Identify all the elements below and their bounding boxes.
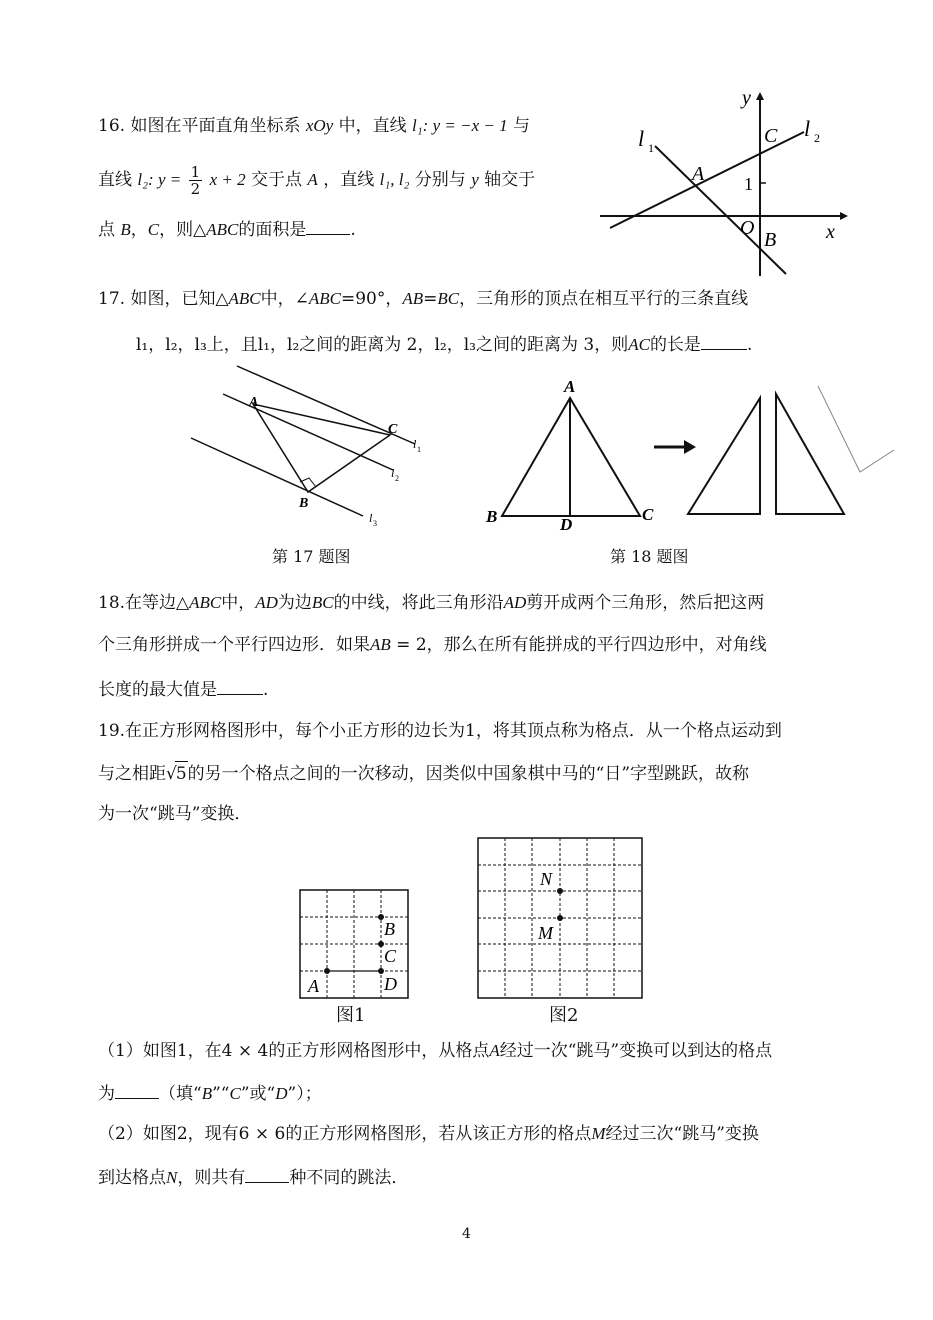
q17-caption: 第 17 题图 — [272, 547, 351, 566]
q18-var: ABC — [189, 593, 222, 612]
label-l1: l — [413, 437, 417, 451]
q19-line3 — [98, 802, 251, 826]
q19-var: N — [166, 1168, 178, 1187]
label-x: x — [826, 221, 835, 243]
q17-number: 17. — [98, 289, 126, 309]
label-B: B — [384, 919, 395, 939]
q18-line1 — [98, 591, 764, 615]
q19-text: 为 — [98, 1084, 115, 1104]
point-N — [557, 888, 563, 894]
label-l1-sub: 1 — [417, 445, 421, 454]
q19-text: （2）如图2，现有6 × 6的正方形网格图形，若从该正方形的格点 — [98, 1124, 592, 1144]
q19-line1 — [98, 719, 782, 743]
q17-text: 中，∠ — [260, 289, 309, 309]
q16-var: l₁, l₂ — [379, 170, 410, 189]
label-D: D — [560, 515, 573, 534]
q17-text: 如图，已知△ — [130, 289, 229, 309]
q16-text: ，直线 — [323, 170, 375, 190]
q19-text: 种不同的跳法． — [289, 1168, 409, 1188]
q16-answer-blank[interactable] — [306, 216, 350, 235]
label-B: B — [486, 507, 498, 526]
label-C: C — [642, 505, 654, 524]
q17-line1 — [98, 287, 748, 311]
label-A: A — [564, 377, 576, 396]
label-N: N — [540, 869, 553, 889]
q19-text: （1）如图1，在4 × 4的正方形网格图形中，从格点 — [98, 1041, 490, 1061]
q16-text: ， — [130, 220, 148, 240]
label-y: y — [742, 88, 751, 109]
q19-text: ”或“ — [240, 1084, 276, 1104]
q18-line3 — [98, 676, 268, 702]
label-A: A — [692, 163, 705, 185]
q16-text: 中，直线 — [338, 116, 407, 136]
q19-var: A — [489, 1041, 500, 1060]
q16-var: xOy — [305, 116, 334, 135]
q18-text: 剪开成两个三角形，然后把这两 — [526, 593, 765, 613]
q17-var: ABC — [308, 289, 341, 308]
arrow-right-icon — [684, 440, 696, 454]
q16-text: 如图在平面直角坐标系 — [130, 116, 301, 136]
q16-text: 点 — [98, 220, 115, 240]
q19-var: B — [201, 1084, 213, 1103]
q16-text: 的面积是 — [238, 220, 307, 240]
label-A: A — [249, 395, 259, 410]
fig1-caption: 图1 — [336, 1005, 366, 1026]
q18-text: = 2，那么在所有能拼成的平行四边形中，对角线 — [390, 635, 767, 655]
q19-p1-line2 — [98, 1080, 322, 1106]
q18-line2 — [98, 633, 767, 657]
q17-text: 的长是 — [649, 335, 701, 355]
q17-text: l₁，l₂，l₃上，且l₁，l₂之间的距离为 2，l₂，l₃之间的距离为 3，则 — [136, 335, 629, 355]
q19-figure1 — [296, 886, 412, 1002]
q16-var: y — [471, 170, 479, 189]
q17-answer-blank[interactable] — [701, 331, 747, 350]
label-l2-sub: 2 — [814, 131, 820, 145]
q16-var: ABC — [206, 220, 239, 239]
q16-eq2b: x + 2 — [209, 170, 246, 189]
label-A: A — [308, 976, 319, 996]
q16-eq2: l₂: y = — [137, 170, 182, 189]
q18-var: AD — [503, 593, 527, 612]
q17-var: AC — [628, 335, 650, 354]
y-arrow — [756, 92, 764, 100]
q16-text: 轴交于 — [484, 170, 536, 190]
q16-text: 交于点 — [251, 170, 303, 190]
label-B: B — [299, 496, 309, 511]
q18-text: . — [263, 680, 269, 700]
q18-text: 18.在等边△ — [98, 593, 190, 613]
q16-figure — [590, 88, 850, 278]
q18-text: 的中线，将此三角形沿 — [333, 593, 504, 613]
q18-figure — [480, 374, 905, 534]
label-C: C — [384, 946, 397, 966]
label-l2-sub: 2 — [395, 474, 399, 483]
q18-caption: 第 18 题图 — [610, 547, 689, 566]
q18-answer-blank[interactable] — [217, 676, 263, 695]
label-l2: l — [804, 116, 811, 141]
q19-line2 — [98, 761, 749, 786]
q16-text: . — [350, 220, 356, 240]
q19-var: M — [591, 1124, 606, 1143]
line-l3 — [191, 438, 363, 516]
q19-text: （填“ — [159, 1084, 202, 1104]
line-l1 — [655, 146, 786, 274]
frac-num: 1 — [190, 163, 201, 181]
q19-var: D — [275, 1084, 288, 1103]
q16-var: A — [307, 170, 318, 189]
q17-text: = — [423, 289, 438, 309]
label-M: M — [538, 923, 553, 943]
q16-text: ，则△ — [159, 220, 207, 240]
q19-p1-answer-blank[interactable] — [115, 1080, 159, 1099]
half-triangle-left — [688, 398, 760, 514]
q19-text: 为一次“跳马”变换． — [98, 804, 252, 824]
q19-p2-line2 — [98, 1164, 408, 1190]
x-arrow — [840, 212, 848, 220]
q19-figure2 — [474, 834, 646, 1002]
label-C: C — [388, 422, 398, 437]
label-l3: l — [369, 511, 373, 525]
q18-var: AD — [255, 593, 278, 612]
q19-p2-answer-blank[interactable] — [245, 1164, 289, 1183]
label-l1: l — [638, 126, 645, 151]
q18-text: 为边 — [277, 593, 312, 613]
q17-var: AB — [402, 289, 424, 308]
q19-text: 经过三次“跳马”变换 — [605, 1124, 759, 1144]
q18-var: BC — [311, 593, 334, 612]
q19-p1-line1 — [98, 1039, 772, 1063]
sqrt-value: 5 — [175, 761, 188, 786]
q19-text: 的另一个格点之间的一次移动，因类似中国象棋中马的“日”字型跳跃，故称 — [187, 764, 750, 784]
q19-var: C — [229, 1084, 241, 1103]
q17-text: . — [746, 335, 753, 355]
q16-var: C — [147, 220, 160, 239]
q18-text: 个三角形拼成一个平行四边形．如果 — [98, 635, 370, 655]
q16-number: 16. — [98, 116, 126, 136]
q18-text: 中， — [221, 593, 256, 613]
q19-text: 与之相距 — [98, 764, 166, 784]
q16-var: B — [120, 220, 131, 239]
fig2-caption: 图2 — [549, 1005, 579, 1026]
sqrt-symbol: √ — [166, 764, 177, 784]
label-l1-sub: 1 — [648, 141, 654, 155]
q17-var: ABC — [228, 289, 261, 308]
label-O: O — [740, 217, 755, 239]
q19-text: 到达格点 — [98, 1168, 166, 1188]
q16-fraction — [189, 164, 203, 197]
label-l2: l — [391, 466, 395, 480]
q16-line3 — [98, 216, 356, 242]
q16-line2 — [98, 163, 535, 197]
q16-text: 直线 — [98, 170, 132, 190]
pencil-mark — [818, 386, 894, 472]
q19-text: 经过一次“跳马”变换可以到达的格点 — [499, 1041, 773, 1061]
q16-text: 与 — [513, 116, 531, 136]
half-triangle-right — [776, 394, 844, 514]
q19-p2-line1 — [98, 1122, 759, 1146]
q19-text: ”“ — [212, 1084, 230, 1104]
label-D: D — [384, 974, 397, 994]
q19-text: 19.在正方形网格图形中，每个小正方形的边长为1，将其顶点称为格点．从一个格点运动到 — [98, 721, 782, 741]
q18-text: 长度的最大值是 — [98, 680, 217, 700]
q17-text: =90°， — [341, 289, 403, 309]
q17-text: ，三角形的顶点在相互平行的三条直线 — [459, 289, 749, 309]
q16-text: 分别与 — [414, 170, 466, 190]
point-M — [557, 915, 563, 921]
q19-text: ”）； — [287, 1084, 322, 1104]
q16-eq1: l₁: y = −x − 1 — [412, 116, 508, 135]
q18-var: AB — [370, 635, 391, 654]
label-l3-sub: 3 — [373, 519, 377, 528]
q17-line2 — [136, 331, 752, 357]
label-C: C — [764, 125, 778, 147]
frac-den: 2 — [190, 180, 201, 198]
label-B: B — [764, 229, 777, 251]
q16-line1 — [98, 114, 530, 138]
point-A — [324, 968, 330, 974]
q17-var: BC — [437, 289, 460, 308]
page-number: 4 — [462, 1226, 471, 1242]
q17-figure — [185, 360, 445, 530]
label-1: 1 — [744, 174, 753, 194]
q19-text: ，则共有 — [177, 1168, 246, 1188]
